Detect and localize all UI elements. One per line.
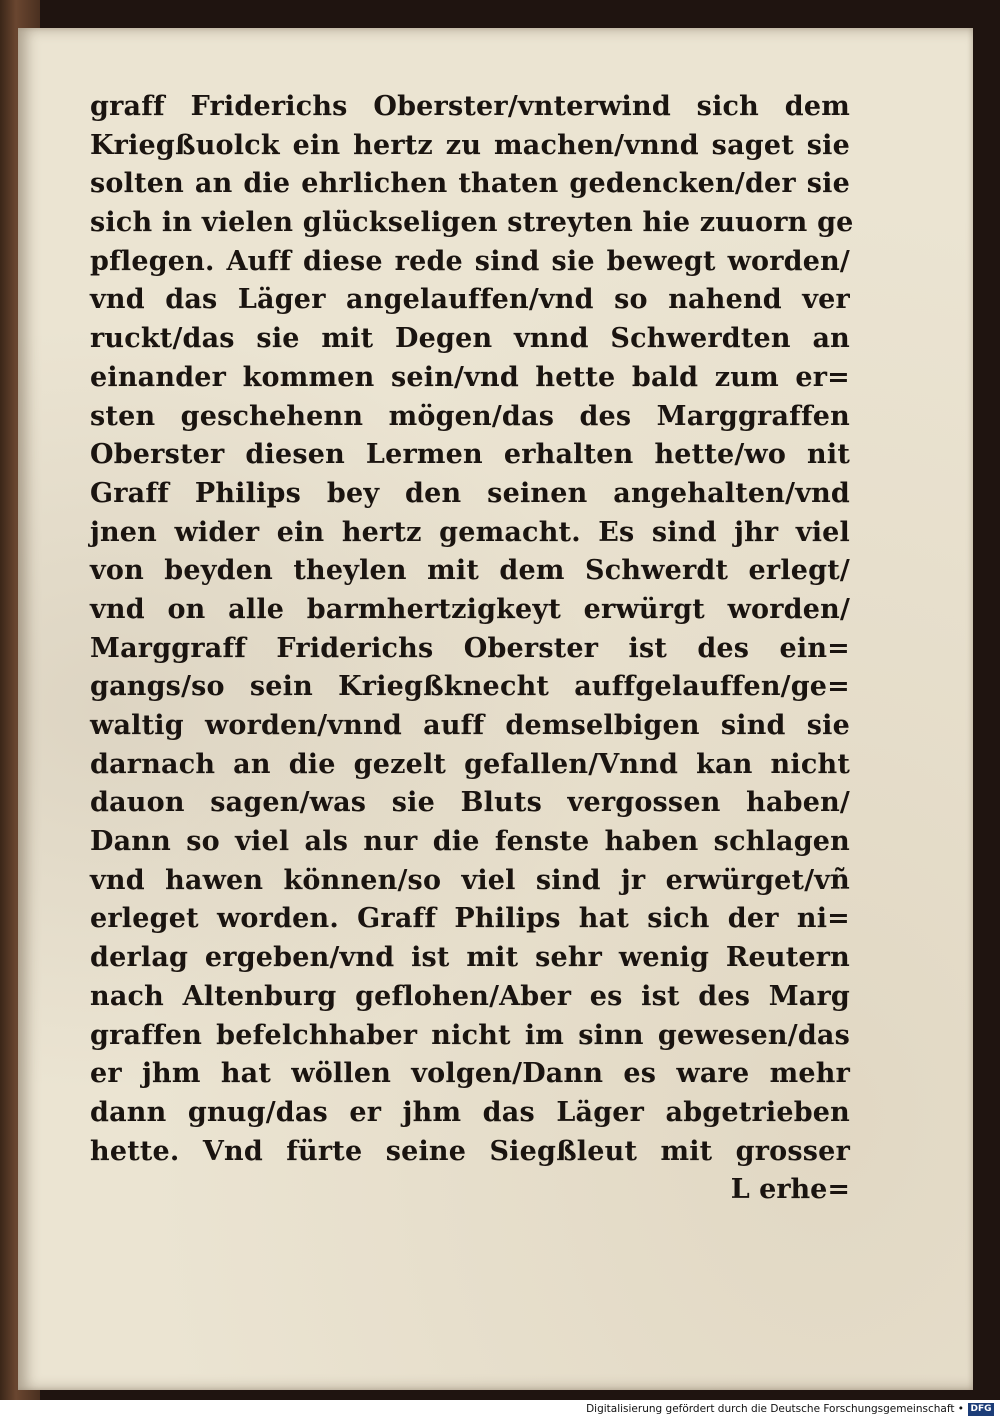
text-line: einander kommen sein/vnd hette bald zum er= (90, 361, 850, 393)
page-text-block (90, 88, 854, 1210)
text-line: Kriegßuolck ein hertz zu machen/vnnd saget sie (90, 129, 850, 161)
digitization-credit: Digitalisierung gefördert durch die Deutsche Forschungsgemeinschaft • (586, 1403, 964, 1415)
catchword: L erhe= (730, 1174, 850, 1206)
book-page (18, 28, 973, 1390)
text-line: erleget worden. Graff Philips hat sich der ni= (90, 903, 850, 935)
text-line: derlag ergeben/vnd ist mit sehr wenig Reutern (90, 942, 850, 974)
text-line: Oberster diesen Lermen erhalten hette/wo nit (90, 439, 850, 471)
text-line: Marggraff Friderichs Oberster ist des ein= (90, 632, 850, 664)
dfg-logo: DFG (968, 1403, 994, 1416)
text-line: vnd hawen können/so viel sind jr erwürget/vñ (90, 864, 850, 896)
text-line: er jhm hat wöllen volgen/Dann es ware mehr (90, 1058, 850, 1090)
text-line: sten geschehenn mögen/das des Marggraffen (90, 400, 850, 432)
text-line: dauon sagen/was sie Bluts vergossen haben/ (90, 787, 850, 819)
text-line: graff Friderichs Oberster/vnterwind sich dem (90, 91, 850, 122)
text-line: hette. Vnd fürte seine Siegßleut mit grosser (90, 1135, 850, 1167)
text-line: solten an die ehrlichen thaten gedencken/der sie (90, 168, 850, 200)
text-line: gangs/so sein Kriegßknecht auffgelauffen/ge= (90, 671, 850, 703)
text-line: von beyden theylen mit dem Schwerdt erlegt/ (90, 555, 850, 587)
text-line: Graff Philips bey den seinen angehalten/vnd (90, 477, 850, 509)
text-line: nach Altenburg geflohen/Aber es ist des Marg (90, 980, 850, 1012)
text-line: waltig worden/vnnd auff demselbigen sind sie (90, 710, 850, 741)
text-line: vnd das Läger angelauffen/vnd so nahend ver (90, 284, 850, 316)
text-line: jnen wider ein hertz gemacht. Es sind jhr viel (90, 516, 850, 548)
text-line: graffen befelchhaber nicht im sinn gewesen/das (90, 1019, 850, 1051)
text-line: darnach an die gezelt gefallen/Vnnd kan nicht (90, 748, 850, 780)
text-line: ruckt/das sie mit Degen vnnd Schwerdten an (90, 323, 850, 355)
text-line: vnd on alle barmhertzigkeyt erwürgt worden/ (90, 593, 850, 625)
text-line: Dann so viel als nur die fenste haben schlagen (90, 826, 850, 858)
text-line: sich in vielen glückseligen streyten hie zuuorn ge (90, 207, 854, 239)
text-line: dann gnug/das er jhm das Läger abgetrieben (90, 1096, 850, 1128)
text-line: pflegen. Auff diese rede sind sie bewegt worden/ (90, 245, 850, 277)
